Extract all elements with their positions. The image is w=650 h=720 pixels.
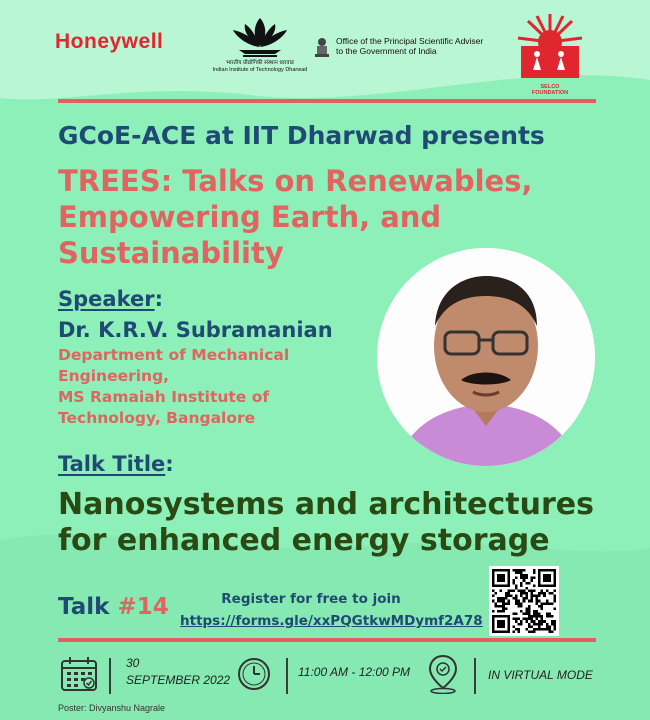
event-date-day: 30 bbox=[126, 656, 140, 670]
iit-name-hindi: भारतीय प्रौद्योगिकी संस्थान धारवाड bbox=[226, 60, 294, 66]
register-block bbox=[180, 588, 483, 632]
honeywell-logo: Honeywell bbox=[55, 30, 164, 53]
speaker-label: Speaker: bbox=[58, 287, 163, 311]
affiliation-line: MS Ramaiah Institute of bbox=[58, 388, 270, 406]
register-text: Register for free to join bbox=[221, 591, 401, 607]
talk-title bbox=[58, 487, 594, 559]
speaker-name: Dr. K.R.V. Subramanian bbox=[58, 318, 333, 342]
iit-name-english: Indian Institute of Technology Dharwad bbox=[212, 67, 308, 73]
top-divider bbox=[58, 99, 596, 103]
sun-figures-icon bbox=[515, 12, 585, 80]
selco-line-1: SELCO bbox=[540, 84, 560, 90]
clock-icon bbox=[236, 656, 272, 692]
iit-dharwad-logo bbox=[205, 16, 315, 74]
talk-title-label: Talk Title: bbox=[58, 452, 174, 476]
register-link[interactable]: https://forms.gle/xxPQGtkwMDymf2A78 bbox=[180, 613, 483, 629]
talk-title-line: Nanosystems and architectures bbox=[58, 487, 594, 522]
series-title: TREES: Talks on Renewables, Empowering Earth, and Sustainability bbox=[58, 164, 533, 270]
affiliation-line: Technology, Bangalore bbox=[58, 409, 256, 427]
footer-separator bbox=[286, 658, 288, 694]
location-pin-icon bbox=[426, 654, 460, 694]
affiliation-line: Engineering, bbox=[58, 367, 170, 385]
poster-credit: Poster: Divyanshu Nagrale bbox=[58, 703, 166, 713]
footer-separator bbox=[109, 658, 111, 694]
event-mode: IN VIRTUAL MODE bbox=[488, 668, 593, 682]
selco-foundation-logo bbox=[515, 12, 585, 96]
event-time: 11:00 AM - 12:00 PM bbox=[298, 665, 411, 679]
psa-line-1: Office of the Principal Scientific Adviser bbox=[336, 36, 484, 46]
speaker-affiliation bbox=[58, 345, 289, 429]
lotus-icon bbox=[225, 16, 295, 60]
bottom-divider bbox=[58, 638, 596, 642]
speaker-photo bbox=[377, 248, 595, 466]
presents-heading: GCoE-ACE at IIT Dharwad presents bbox=[58, 121, 545, 150]
event-date-month-year: SEPTEMBER 2022 bbox=[126, 673, 231, 687]
footer-separator bbox=[474, 658, 476, 694]
calendar-icon bbox=[60, 656, 98, 692]
psa-logo bbox=[313, 36, 483, 58]
talk-number bbox=[58, 594, 169, 620]
psa-line-2: to the Government of India bbox=[336, 46, 437, 56]
selco-line-2: FOUNDATION bbox=[531, 90, 569, 96]
talk-number-value: #14 bbox=[117, 594, 169, 620]
affiliation-line: Department of Mechanical bbox=[58, 346, 290, 364]
talk-number-prefix: Talk bbox=[58, 594, 110, 620]
talk-title-line: for enhanced energy storage bbox=[58, 523, 550, 558]
event-date bbox=[126, 655, 230, 689]
qr-code[interactable] bbox=[489, 566, 559, 636]
emblem-icon bbox=[313, 36, 331, 58]
